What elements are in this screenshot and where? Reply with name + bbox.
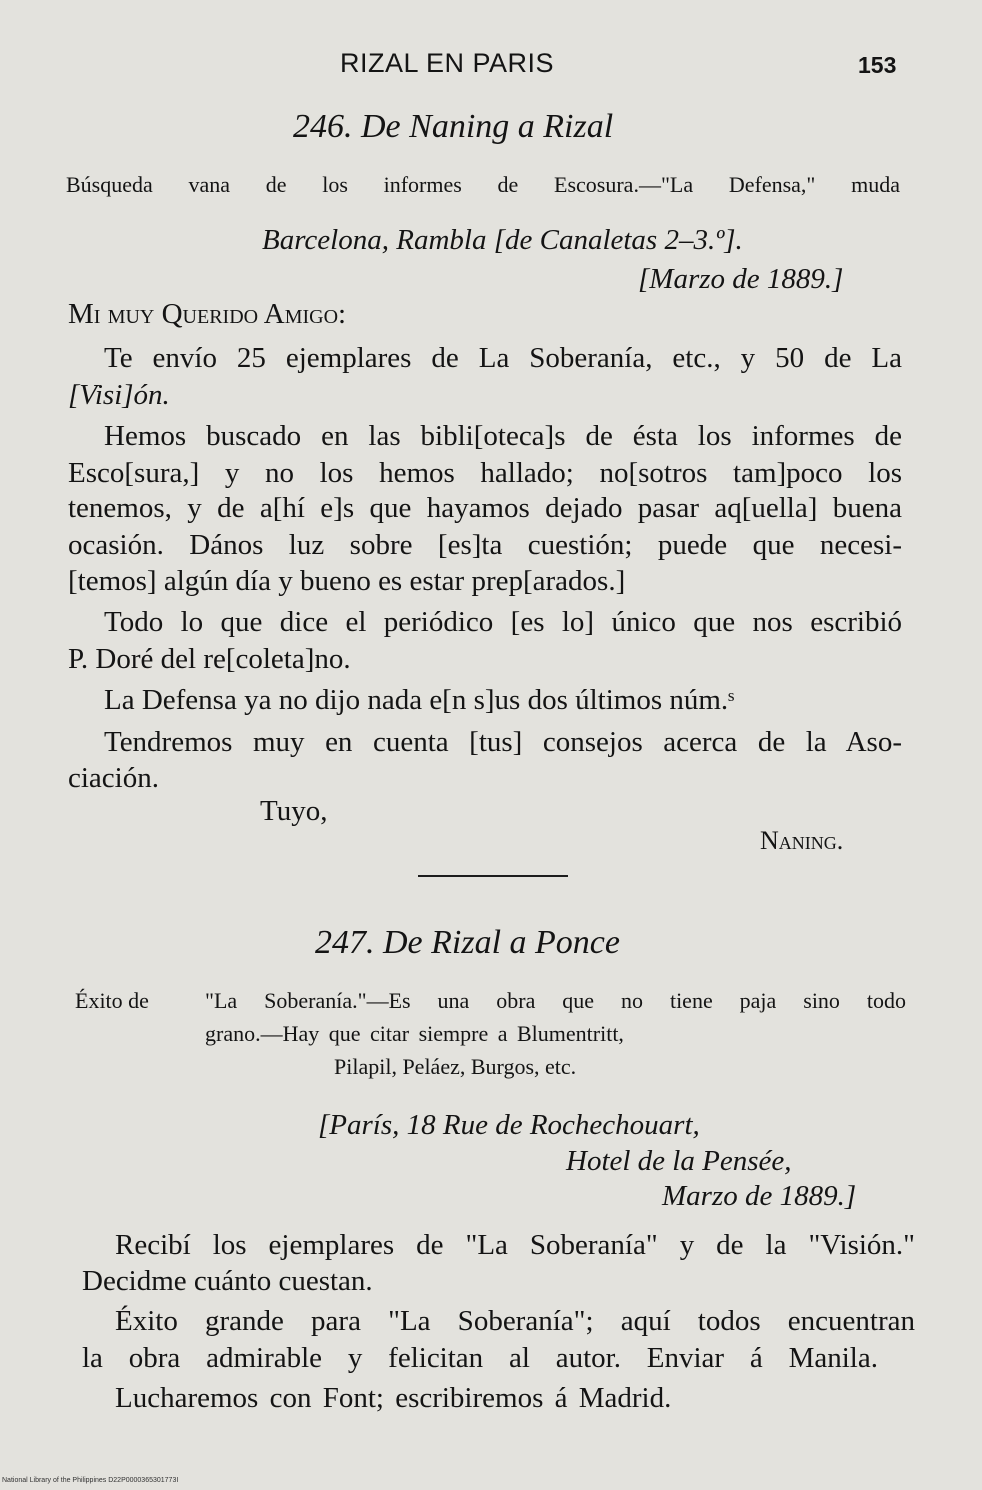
letter-247-title: 247. De Rizal a Ponce [315, 924, 620, 961]
letter-246-p3-line1: Todo lo que dice el periódico [es lo] único que nos escribió [104, 606, 902, 638]
letter-247-summary-lead: Éxito de [75, 988, 149, 1013]
letter-246-p2-line1: Hemos buscado en las bibli[oteca]s de ésta los informes de [104, 420, 902, 452]
letter-246-closing: Tuyo, [260, 795, 328, 827]
letter-247-p2-line2: la obra admirable y felicitan al autor. Enviar á Manila. [82, 1342, 878, 1374]
page-number: 153 [858, 52, 897, 78]
letter-246-p2-line5: [temos] algún día y bueno es estar prep[arados.] [68, 565, 626, 597]
letter-246-p2-line2: Esco[sura,] y no los hemos hallado; no[sotros tam]poco los [68, 457, 902, 489]
scan-credit: National Library of the Philippines D22P0000365301773I [2, 1477, 179, 1484]
letter-246-p5-line1: Tendremos muy en cuenta [tus] consejos acerca de la Aso- [104, 726, 902, 758]
letter-247-place-line2: Hotel de la Pensée, [566, 1145, 792, 1177]
letter-246-p3-line2: P. Doré del re[coleta]no. [68, 643, 351, 675]
letter-246-date: [Marzo de 1889.] [638, 263, 844, 295]
letter-247-place-line1: [París, 18 Rue de Rochechouart, [318, 1109, 700, 1141]
letter-246-signature: Naning. [760, 826, 844, 855]
letter-246-title: 246. De Naning a Rizal [293, 108, 614, 145]
letter-247-summary-line3: Pilapil, Peláez, Burgos, etc. [334, 1054, 577, 1079]
letter-247-p1-line1: Recibí los ejemplares de "La Soberanía" y de la "Visión." [115, 1229, 915, 1261]
letter-247-summary-line2: grano.—Hay que citar siempre a Blumentritt, [205, 1021, 624, 1046]
letter-247-place-line3: Marzo de 1889.] [662, 1180, 857, 1212]
letter-247-p1-line2: Decidme cuánto cuestan. [82, 1265, 373, 1297]
letter-246-p1-line2: [Visi]ón. [68, 379, 170, 411]
running-head: RIZAL EN PARIS [340, 48, 555, 78]
letter-246-place: Barcelona, Rambla [de Canaletas 2–3.º]. [262, 224, 743, 256]
letter-246-summary: Búsqueda vana de los informes de Escosura.—"La Defensa," muda [66, 172, 900, 197]
letter-246-p1-line1: Te envío 25 ejemplares de La Soberanía, etc., y 50 de La [104, 342, 902, 374]
section-divider [418, 875, 568, 877]
letter-246-p2-line4: ocasión. Dános luz sobre [es]ta cuestión; puede que necesi- [68, 529, 902, 561]
letter-246-p5-line2: ciación. [68, 762, 159, 794]
letter-247-p2-line1: Éxito grande para "La Soberanía"; aquí todos encuentran [115, 1305, 915, 1337]
letter-247-summary-line1: "La Soberanía."—Es una obra que no tiene paja sino todo [205, 988, 906, 1013]
letter-246-p2-line3: tenemos, y de a[hí e]s que hayamos dejado pasar aq[uella] buena [68, 492, 902, 524]
letter-246-salutation: Mi muy Querido Amigo: [68, 298, 347, 330]
letter-246-p4: La Defensa ya no dijo nada e[n s]us dos últimos núm.ˢ [104, 684, 735, 716]
letter-247-p3: Lucharemos con Font; escribiremos á Madrid. [115, 1382, 672, 1414]
